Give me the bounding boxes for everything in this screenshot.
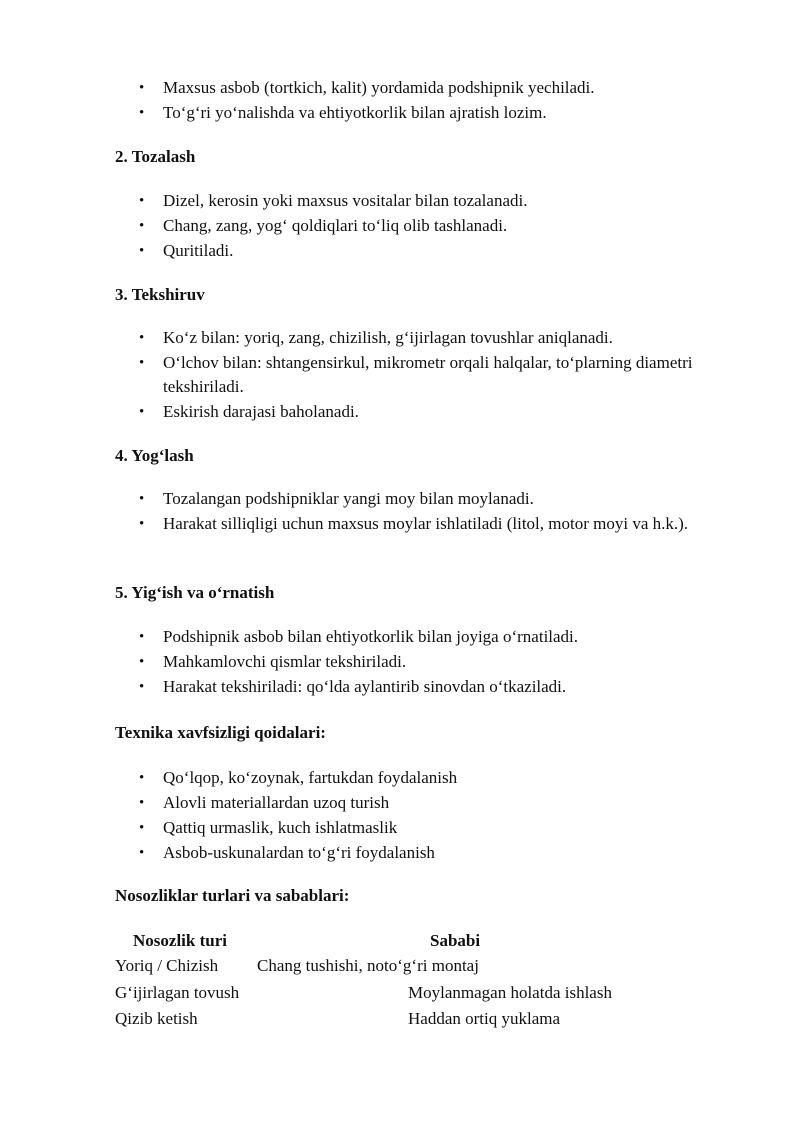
list-item: • Harakat tekshiriladi: qo‘lda aylantirib sinovdan o‘tkaziladi.	[163, 675, 723, 699]
list-item: • Eskirish darajasi baholanadi.	[163, 400, 723, 424]
table-header: Sababi	[430, 931, 481, 950]
safety-heading-text: Texnika xavfsizligi qoidalari:	[115, 723, 326, 742]
list-item: • To‘g‘ri yo‘nalishda va ehtiyotkorlik bilan ajratish lozim.	[163, 101, 723, 125]
list-item: • Podshipnik asbob bilan ehtiyotkorlik bilan joyiga o‘rnatiladi.	[163, 625, 723, 649]
section-2-heading: 2. Tozalash	[115, 147, 196, 166]
faults-heading: Nosozliklar turlari va sabablari:	[115, 886, 350, 905]
table-cell: Qizib ketish	[115, 1009, 198, 1028]
table-cell: Chang tushishi, noto‘g‘ri montaj	[257, 956, 479, 975]
table-cell: Yoriq / Chizish	[115, 956, 219, 975]
list-item: • Qattiq urmaslik, kuch ishlatmaslik	[163, 816, 723, 840]
list-item: • Quritiladi.	[163, 239, 723, 263]
list-item: • Harakat silliqligi uchun maxsus moylar ishlatiladi (litol, motor moyi va h.k.).	[163, 512, 723, 536]
table-cell: Moylanmagan holatda ishlash	[408, 983, 612, 1002]
table-cell: G‘ijirlagan tovush	[115, 983, 240, 1002]
list-item: • Chang, zang, yog‘ qoldiqlari to‘liq olib tashlanadi.	[163, 214, 723, 238]
section-3-heading: 3. Tekshiruv	[115, 285, 205, 304]
list-item: • Maxsus asbob (tortkich, kalit) yordamida podshipnik yechiladi.	[163, 76, 723, 100]
table-cell: Haddan ortiq yuklama	[408, 1009, 561, 1028]
list-item: • Alovli materiallardan uzoq turish	[163, 791, 723, 815]
section-5-heading: 5. Yig‘ish va o‘rnatish	[115, 583, 275, 602]
list-item: • O‘lchov bilan: shtangensirkul, mikrometr orqali halqalar, to‘plarning diametri tekshiriladi.	[163, 351, 723, 399]
list-item: • Mahkamlovchi qismlar tekshiriladi.	[163, 650, 723, 674]
table-header: Nosozlik turi	[133, 931, 227, 950]
list-item: • Dizel, kerosin yoki maxsus vositalar bilan tozalanadi.	[163, 189, 723, 213]
list-item: • Ko‘z bilan: yoriq, zang, chizilish, g‘ijirlagan tovushlar aniqlanadi.	[163, 326, 723, 350]
section-4-heading: 4. Yog‘lash	[115, 446, 194, 465]
safety-heading	[115, 721, 326, 745]
list-item: • Tozalangan podshipniklar yangi moy bilan moylanadi.	[163, 487, 723, 511]
list-item: • Qo‘lqop, ko‘zoynak, fartukdan foydalanish	[163, 766, 723, 790]
list-item: • Asbob-uskunalardan to‘g‘ri foydalanish	[163, 841, 723, 865]
